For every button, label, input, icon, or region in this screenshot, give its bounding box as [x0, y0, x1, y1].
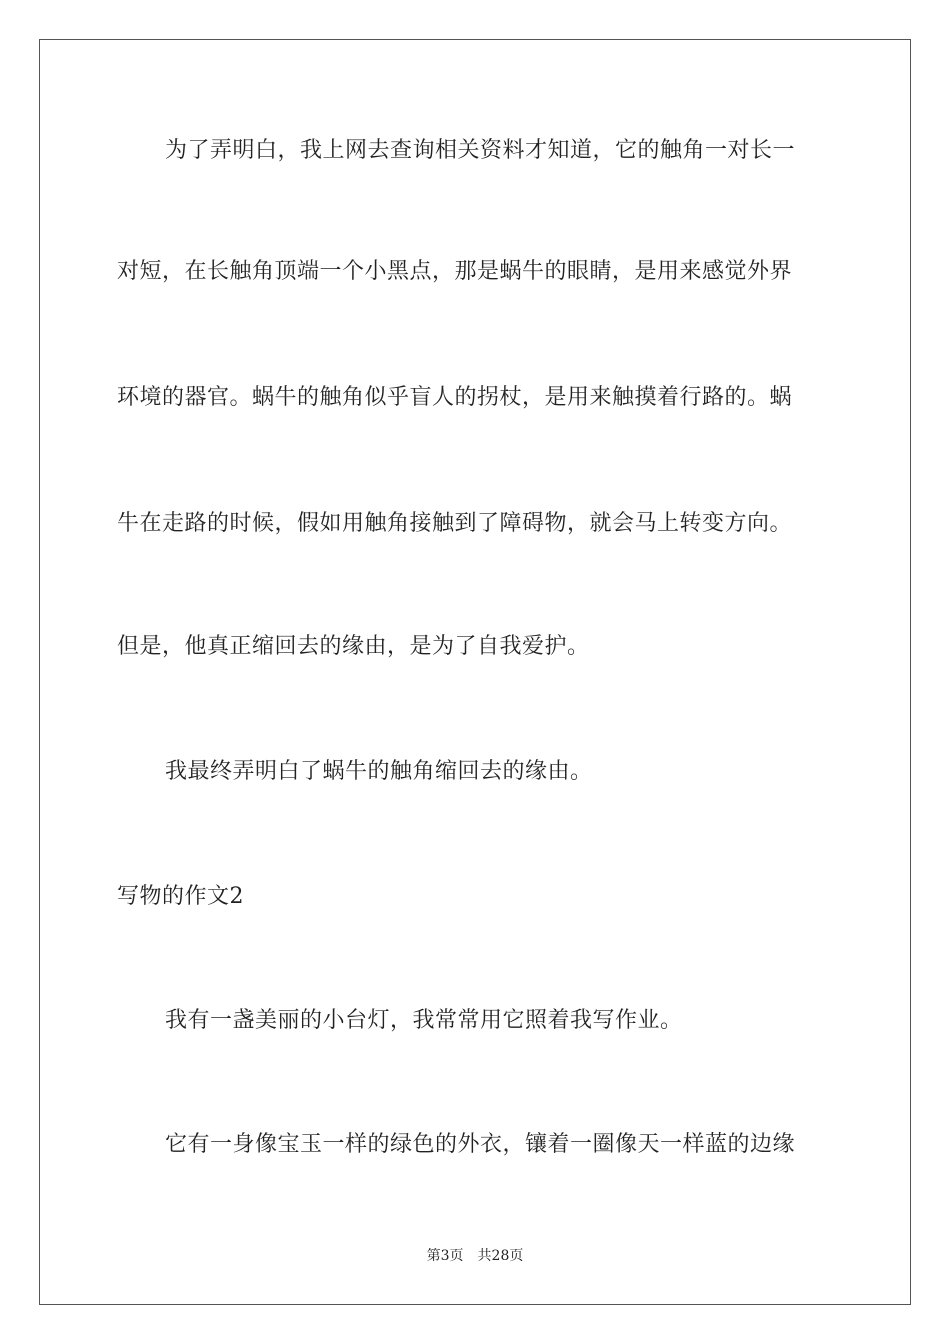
text-line-9: 它有一身像宝玉一样的绿色的外衣，镶着一圈像天一样蓝的边缘 — [165, 1132, 796, 1157]
page-footer — [0, 1246, 950, 1266]
text-line-5: 但是，他真正缩回去的缘由，是为了自我爱护。 — [117, 634, 590, 659]
text-line-1: 为了弄明白，我上网去查询相关资料才知道，它的触角一对长一 — [165, 138, 796, 163]
text-line-6: 我最终弄明白了蜗牛的触角缩回去的缘由。 — [165, 759, 593, 784]
text-line-4: 牛在走路的时候，假如用触角接触到了障碍物，就会马上转变方向。 — [117, 511, 793, 536]
text-line-8: 我有一盏美丽的小台灯，我常常用它照着我写作业。 — [165, 1008, 683, 1033]
total-pages: 共28页 — [477, 1248, 524, 1264]
text-line-2: 对短，在长触角顶端一个小黑点，那是蜗牛的眼睛，是用来感觉外界 — [117, 259, 793, 284]
page-number: 第3页 — [426, 1248, 464, 1264]
text-line-3: 环境的器官。蜗牛的触角似乎盲人的拐杖，是用来触摸着行路的。蜗 — [117, 385, 793, 410]
page-frame — [39, 39, 911, 1305]
section-heading: 写物的作文2 — [117, 884, 244, 909]
